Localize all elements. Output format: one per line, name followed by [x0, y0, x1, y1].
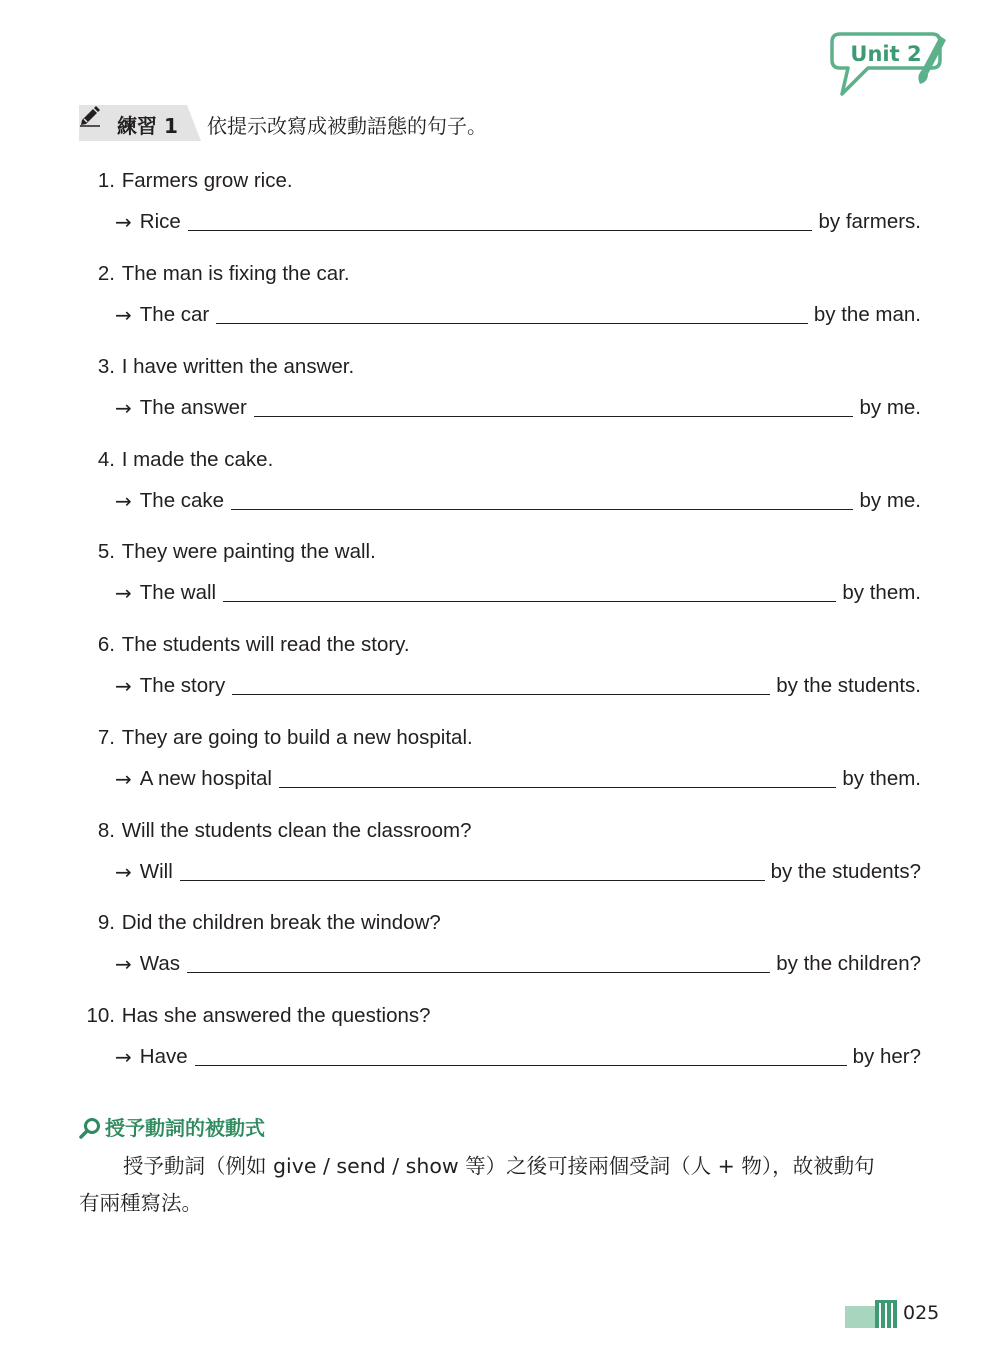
pencil-icon [79, 105, 101, 127]
arrow-icon: → [115, 303, 132, 327]
book-spines-icon [845, 1300, 901, 1328]
question-number: 7. [97, 726, 115, 749]
answer-lead: The cake [139, 489, 225, 512]
question-number: 6. [97, 633, 115, 656]
answer-tail: by farmers. [818, 210, 921, 233]
answer-lead: The wall [139, 581, 217, 604]
question-number: 1. [97, 169, 115, 192]
question-sentence: I made the cake. [121, 448, 274, 471]
question-sentence: The students will read the story. [121, 633, 410, 656]
tip-line-2: 有兩種寫法。 [79, 1191, 202, 1215]
exercise-tag-label: 練習 1 [117, 114, 178, 138]
tip-title [79, 1112, 265, 1141]
answer-blank[interactable] [231, 509, 853, 510]
answer-blank[interactable] [216, 323, 808, 324]
question-number: 9. [97, 911, 115, 934]
question-number: 2. [97, 262, 115, 285]
arrow-icon: → [115, 1045, 132, 1069]
arrow-icon: → [115, 210, 132, 234]
tip-line-1: 授予動詞（例如 give / send / show 等）之後可接兩個受詞（人 + 物），故被動句 [123, 1154, 875, 1178]
answer-tail: by her? [852, 1045, 921, 1068]
answer-tail: by them. [842, 581, 921, 604]
answer-lead: Will [139, 860, 173, 883]
question-sentence: They were painting the wall. [121, 540, 376, 563]
exercise-instruction: 依提示改寫成被動語態的句子。 [207, 114, 487, 138]
answer-tail: by the children? [776, 952, 921, 975]
arrow-icon: → [115, 581, 132, 605]
answer-blank[interactable] [279, 787, 836, 788]
magnifier-icon [79, 1117, 101, 1139]
answer-tail: by the man. [813, 303, 921, 326]
question-number: 10. [86, 1004, 115, 1027]
arrow-icon: → [115, 767, 132, 791]
unit-badge [828, 30, 950, 100]
arrow-icon: → [115, 489, 132, 513]
question-sentence: Will the students clean the classroom? [121, 819, 472, 842]
answer-blank[interactable] [180, 880, 765, 881]
question-number: 4. [97, 448, 115, 471]
question-number: 5. [97, 540, 115, 563]
answer-lead: A new hospital [139, 767, 272, 790]
question-sentence: I have written the answer. [121, 355, 355, 378]
answer-blank[interactable] [223, 601, 836, 602]
question-sentence: They are going to build a new hospital. [121, 726, 473, 749]
answer-tail: by me. [859, 489, 921, 512]
answer-lead: Was [139, 952, 181, 975]
tip-title-text: 授予動詞的被動式 [105, 1116, 265, 1140]
question-sentence: Did the children break the window? [121, 911, 441, 934]
answer-blank[interactable] [232, 694, 770, 695]
answer-tail: by the students. [776, 674, 921, 697]
unit-label: Unit 2 [850, 42, 922, 66]
arrow-icon: → [115, 952, 132, 976]
answer-lead: Have [139, 1045, 188, 1068]
exercise-tag [79, 105, 201, 141]
answer-tail: by the students? [770, 860, 921, 883]
answer-blank[interactable] [187, 972, 770, 973]
arrow-icon: → [115, 860, 132, 884]
answer-tail: by me. [859, 396, 921, 419]
answer-blank[interactable] [188, 230, 813, 231]
tip-body [79, 1148, 922, 1222]
question-sentence: The man is fixing the car. [121, 262, 350, 285]
question-sentence: Farmers grow rice. [121, 169, 293, 192]
answer-lead: The story [139, 674, 226, 697]
answer-lead: The answer [139, 396, 247, 419]
answer-tail: by them. [842, 767, 921, 790]
question-number: 3. [97, 355, 115, 378]
arrow-icon: → [115, 674, 132, 698]
answer-blank[interactable] [254, 416, 854, 417]
answer-lead: Rice [139, 210, 181, 233]
question-number: 8. [97, 819, 115, 842]
answer-blank[interactable] [195, 1065, 847, 1066]
arrow-icon: → [115, 396, 132, 420]
page-number: 025 [903, 1302, 940, 1324]
answer-lead: The car [139, 303, 210, 326]
question-sentence: Has she answered the questions? [121, 1004, 431, 1027]
